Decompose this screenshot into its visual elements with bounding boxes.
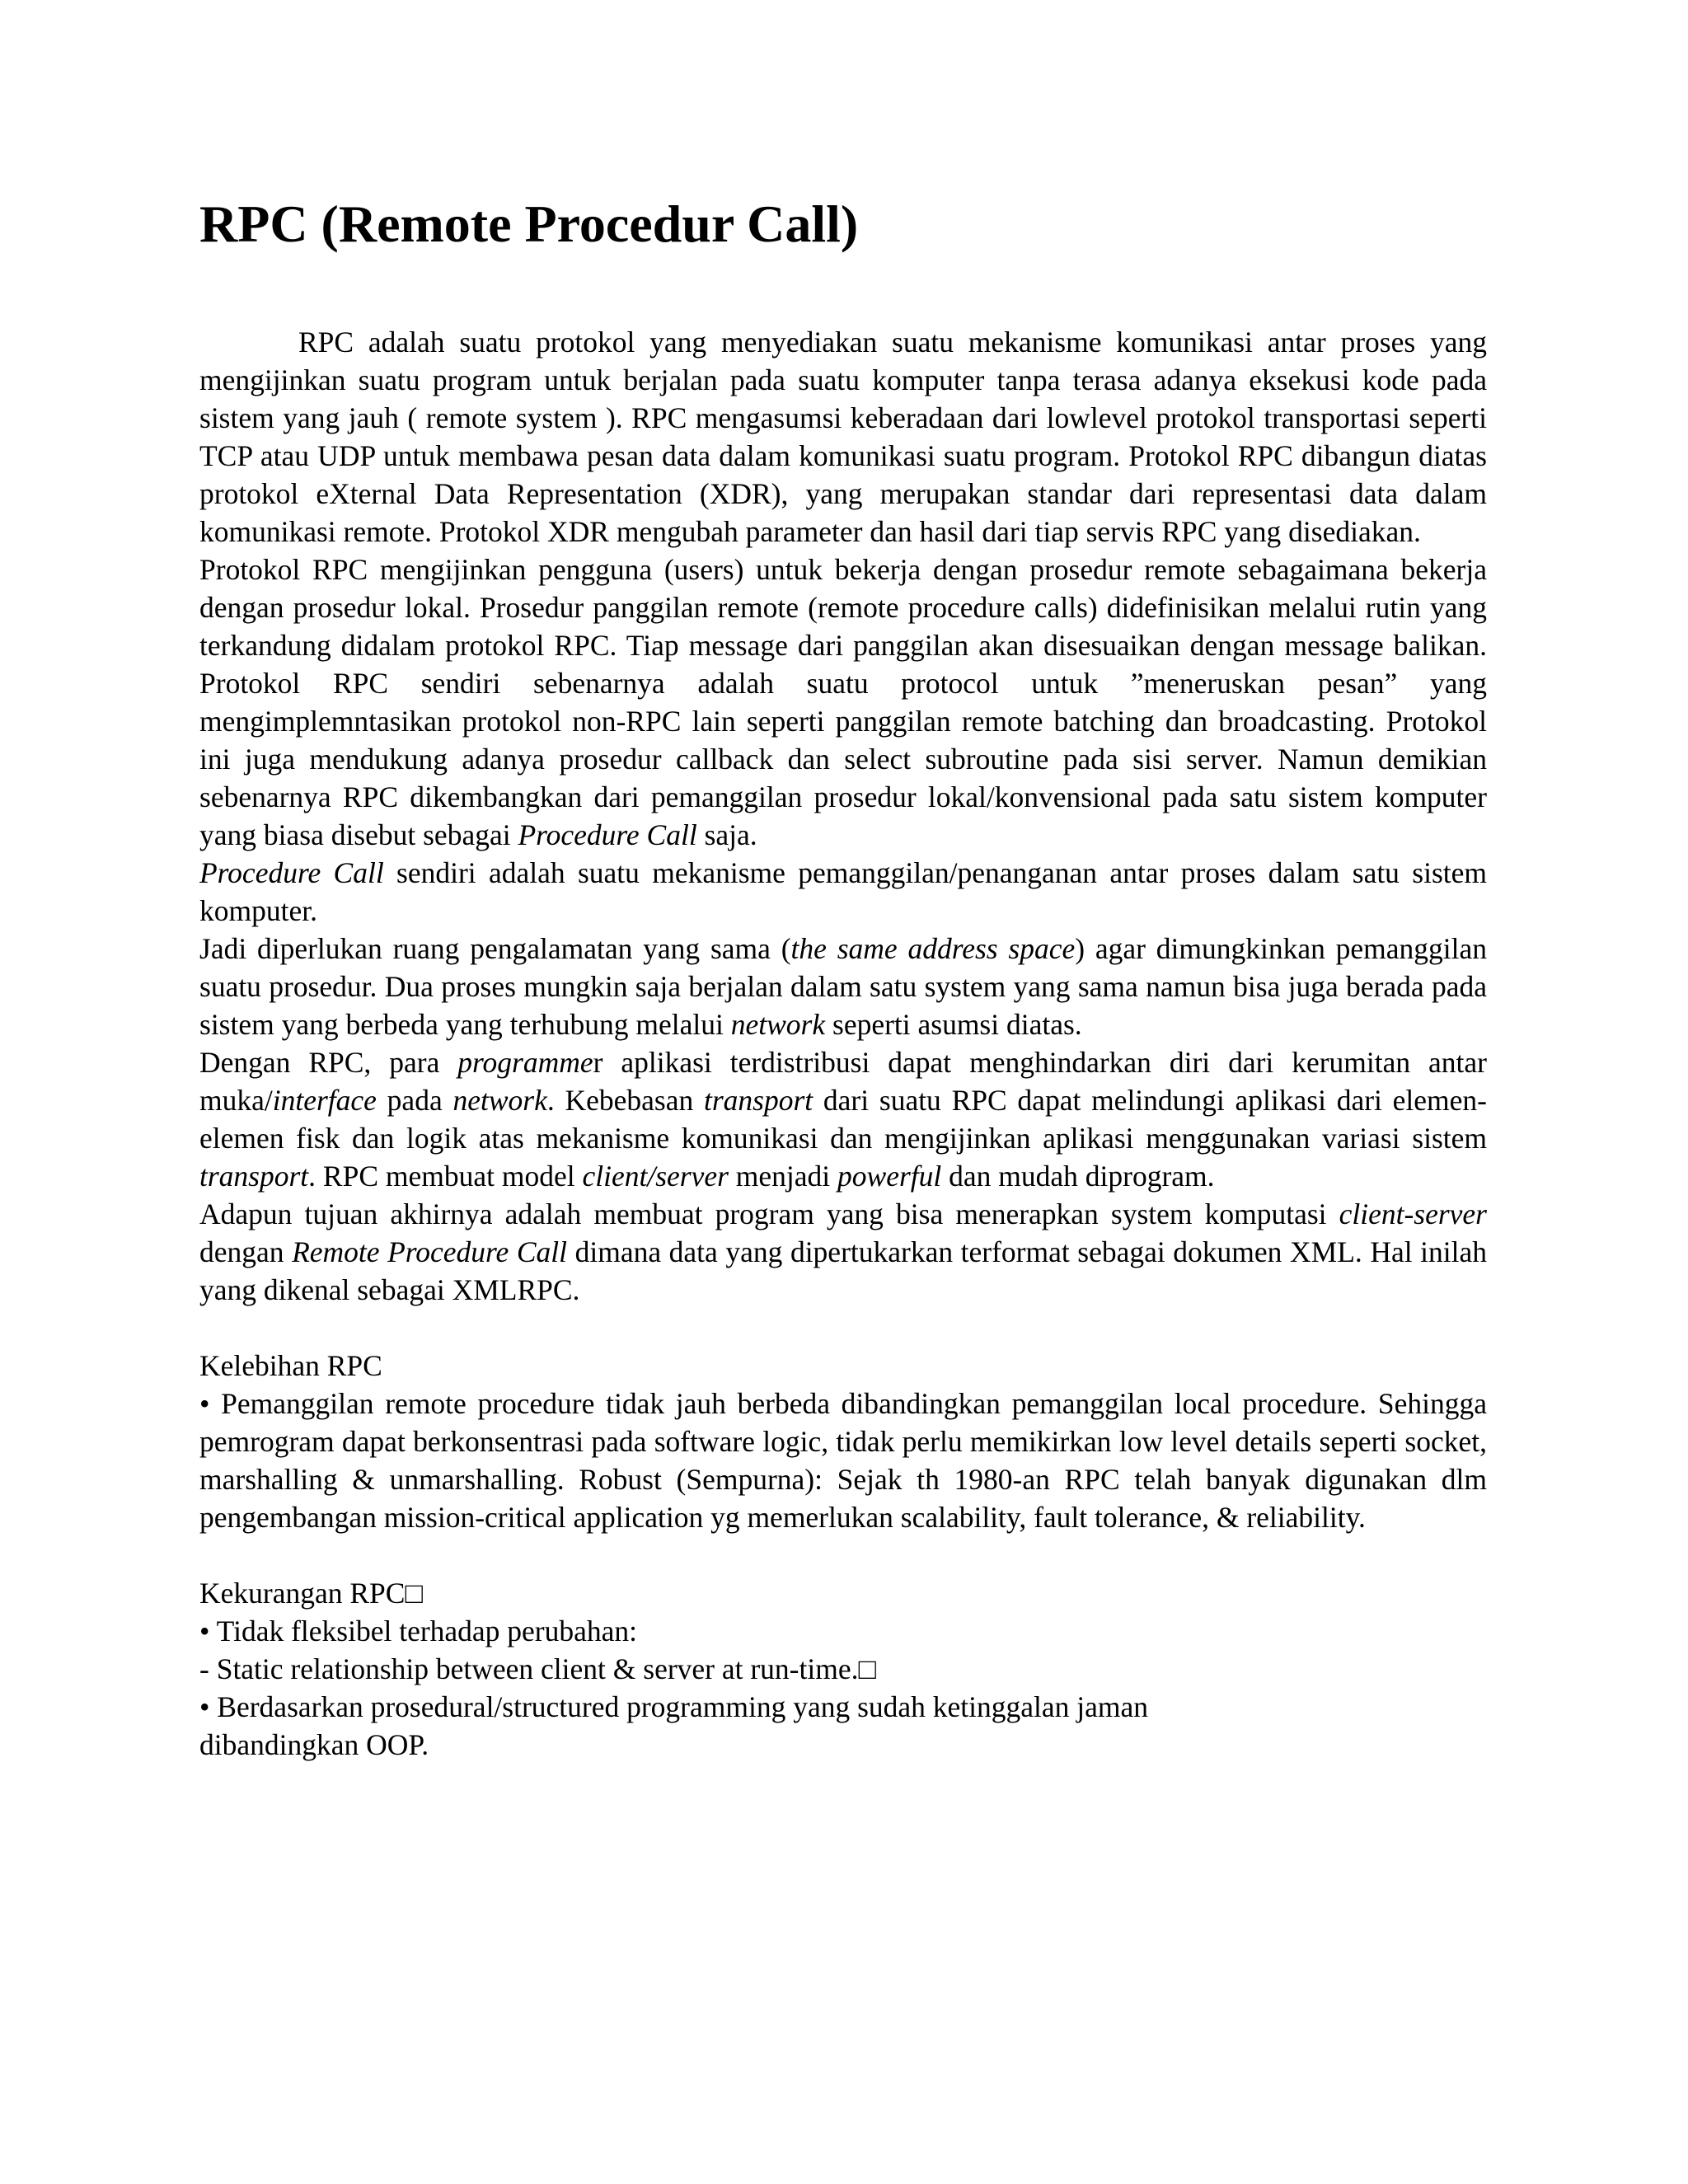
document-body xyxy=(199,323,1487,1764)
advantages-heading: Kelebihan RPC xyxy=(199,1349,382,1382)
disadvantages-item: • Berdasarkan prosedural/structured programming yang sudah ketinggalan jaman xyxy=(199,1690,1149,1723)
paragraph-goal: Adapun tujuan akhirnya adalah membuat program yang bisa menerapkan system komputasi client-server dengan Remote Procedure Call dimana data yang dipertukarkan terformat sebagai dokumen XML. Hal inilah yang dikenal sebagai XMLRPC. xyxy=(199,1197,1488,1306)
page-title: RPC (Remote Procedur Call) xyxy=(199,194,859,253)
advantages-item: • Pemanggilan remote procedure tidak jauh berbeda dibandingkan pemanggilan local procedure. Sehingga pemrogram dapat berkonsentrasi pada software logic, tidak perlu memikirkan low level details seperti socket, marshalling & unmarshalling. Robust (Sempurna): Sejak th 1980-an RPC telah banyak digunakan dlm pengembangan mission-critical application yg memerlukan scalability, fault tolerance, & reliability. xyxy=(199,1387,1487,1534)
paragraph-intro: RPC adalah suatu protokol yang menyediakan suatu mekanisme komunikasi antar proses yang mengijinkan suatu program untuk berjalan pada suatu komputer tanpa terasa adanya eksekusi kode pada sistem yang jauh ( remote system ). RPC mengasumsi keberadaan dari lowlevel protokol transportasi seperti TCP atau UDP untuk membawa pesan data dalam komunikasi suatu program. Protokol RPC dibangun diatas protokol eXternal Data Representation (XDR), yang merupakan standar dari representasi data dalam komunikasi remote. Protokol XDR mengubah parameter dan hasil dari tiap servis RPC yang disediakan. xyxy=(199,326,1487,548)
paragraph-address-space: Jadi diperlukan ruang pengalamatan yang sama (the same address space) agar dimungkinkan pemanggilan suatu prosedur. Dua proses mungkin saja berjalan dalam satu system yang sama namun bisa juga berada pada sistem yang berbeda yang terhubung melalui network seperti asumsi diatas. xyxy=(199,932,1487,1041)
missing-glyph-icon: □ xyxy=(405,1577,423,1610)
disadvantages-item: • Tidak fleksibel terhadap perubahan: xyxy=(199,1615,637,1647)
paragraph-protocol: Protokol RPC mengijinkan pengguna (users) untuk bekerja dengan prosedur remote sebagaimana bekerja dengan prosedur lokal. Prosedur panggilan remote (remote procedure calls) didefinisikan melalui rutin yang terkandung didalam protokol RPC. Tiap message dari panggilan akan disesuaikan dengan message balikan. Protokol RPC sendiri sebenarnya adalah suatu protocol untuk ”meneruskan pesan” yang mengimplemntasikan protokol non-RPC lain seperti panggilan remote batching dan broadcasting. Protokol ini juga mendukung adanya prosedur callback dan select subroutine pada sisi server. Namun demikian sebenarnya RPC dikembangkan dari pemanggilan prosedur lokal/konvensional pada satu sistem komputer yang biasa disebut sebagai Procedure Call saja. xyxy=(199,553,1487,851)
paragraph-procedure-call: Procedure Call sendiri adalah suatu mekanisme pemanggilan/penanganan antar proses dalam satu sistem komputer. xyxy=(199,856,1488,927)
disadvantages-item: dibandingkan OOP. xyxy=(199,1728,429,1761)
document-page xyxy=(199,191,1487,1764)
spacer xyxy=(199,1536,1487,1574)
disadvantages-heading: Kekurangan RPC□ xyxy=(199,1577,423,1610)
disadvantages-item: - Static relationship between client & server at run-time.□ xyxy=(199,1652,876,1685)
missing-glyph-icon: □ xyxy=(858,1652,876,1685)
spacer xyxy=(199,1309,1487,1347)
paragraph-programmer: Dengan RPC, para programmer aplikasi terdistribusi dapat menghindarkan diri dari kerumitan antar muka/interface pada network. Kebebasan transport dari suatu RPC dapat melindungi aplikasi dari elemen-elemen fisk dan logik atas mekanisme komunikasi dan mengijinkan aplikasi menggunakan variasi sistem transport. RPC membuat model client/server menjadi powerful dan mudah diprogram. xyxy=(199,1046,1488,1193)
